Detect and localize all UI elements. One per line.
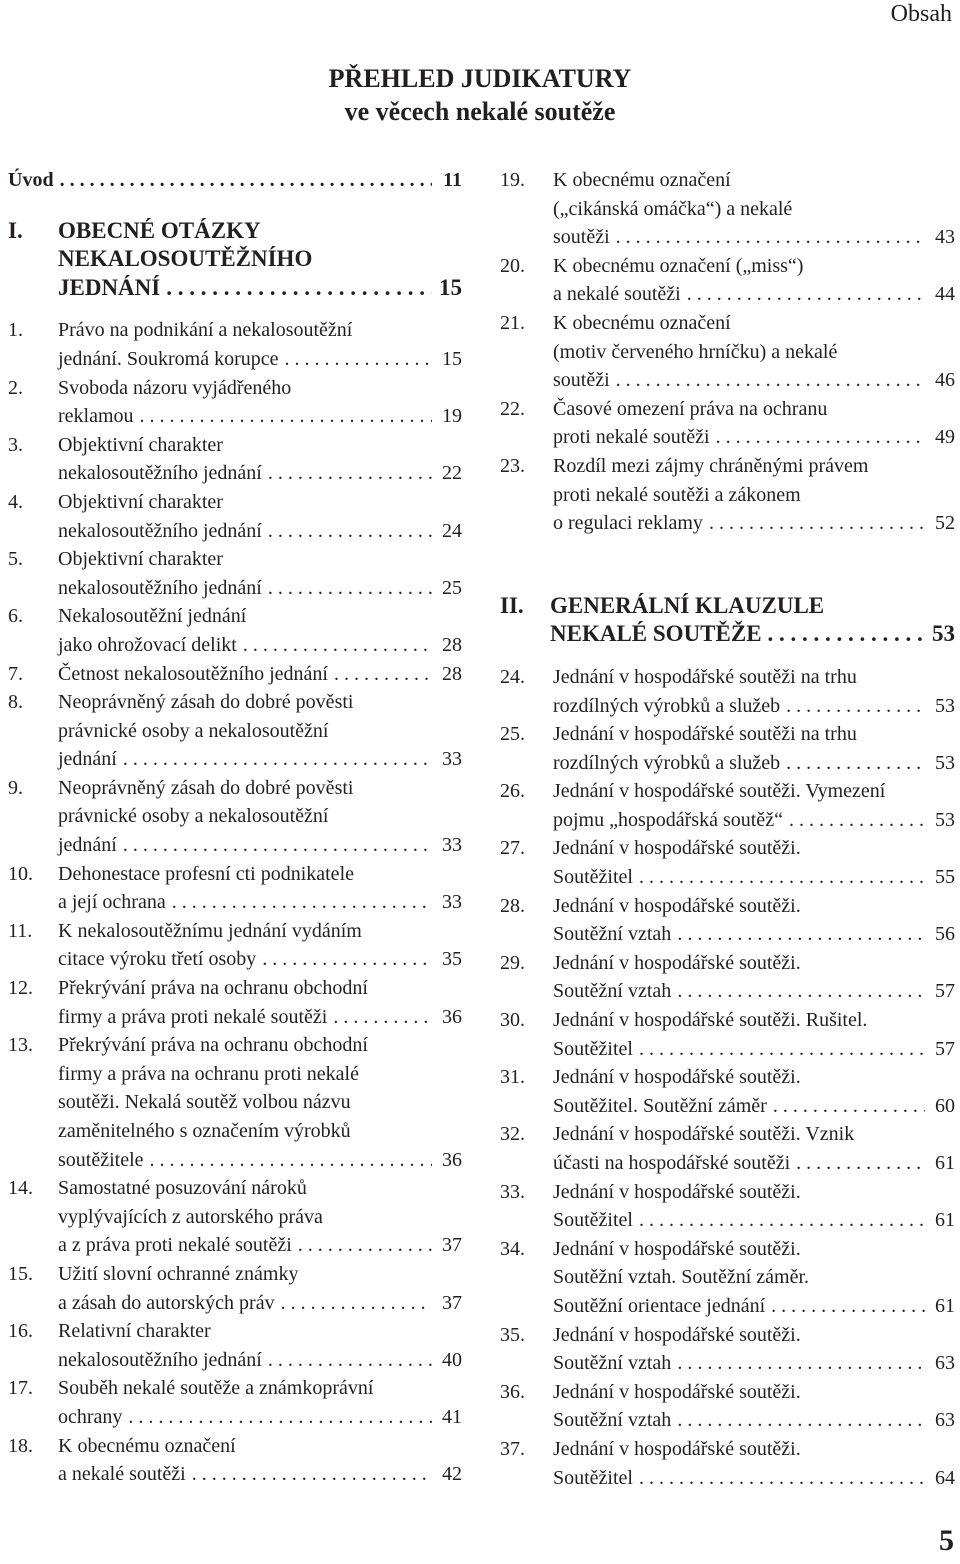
title-line-2: ve věcech nekalé soutěže xyxy=(344,97,616,126)
toc-entry-number: 20. xyxy=(500,254,525,277)
toc-entry-title-line: a její ochrana xyxy=(58,891,166,914)
toc-entry-title-line: Jednání v hospodářské soutěži. xyxy=(553,951,801,974)
toc-entry-title-line: NEKALOSOUTĚŽNÍHO xyxy=(58,246,313,272)
dot-leader xyxy=(639,1464,925,1493)
dot-leader xyxy=(616,223,925,252)
toc-entry-title-line: soutěži xyxy=(553,226,610,249)
toc-entry[interactable] xyxy=(8,316,462,373)
page-number: 5 xyxy=(939,1524,954,1557)
toc-entry-title-line: K obecnému označení xyxy=(553,311,731,334)
toc-page-number: 53 xyxy=(935,751,955,774)
toc-entry[interactable] xyxy=(500,834,955,891)
dot-leader xyxy=(768,620,925,649)
toc-entry-title-line: Objektivní charakter xyxy=(58,433,223,456)
toc-entry[interactable] xyxy=(500,777,955,834)
dot-leader xyxy=(709,509,925,538)
toc-entry[interactable] xyxy=(8,431,462,488)
toc-entry-number: 27. xyxy=(500,837,525,860)
toc-entry[interactable] xyxy=(500,892,955,949)
toc-entry[interactable] xyxy=(500,720,955,777)
toc-entry[interactable] xyxy=(8,917,462,974)
toc-entry-title-line: nekalosoutěžního jednání xyxy=(58,1348,262,1371)
toc-entry-number: II. xyxy=(500,592,524,618)
toc-entry-number: 25. xyxy=(500,723,525,746)
dot-leader xyxy=(298,1231,432,1260)
toc-entry-number: 26. xyxy=(500,780,525,803)
toc-entry-number: 32. xyxy=(500,1123,525,1146)
toc-page-number: 60 xyxy=(935,1094,955,1117)
toc-entry-title-line: Dehonestace profesní cti podnikatele xyxy=(58,862,354,885)
dot-leader xyxy=(677,1406,925,1435)
toc-entry-title-line: Objektivní charakter xyxy=(58,490,223,513)
toc-entry-number: 29. xyxy=(500,951,525,974)
toc-page-number: 53 xyxy=(932,621,955,647)
toc-page-number: 42 xyxy=(442,1463,462,1486)
toc-entry-title-line: Soutěžní vztah xyxy=(553,980,672,1003)
dot-leader xyxy=(140,402,432,431)
toc-page-number: 15 xyxy=(439,274,462,300)
toc-entry-title-line: rozdílných výrobků a služeb xyxy=(553,751,781,774)
toc-entry-number: 22. xyxy=(500,397,525,420)
toc-entry-title-line: K obecnému označení („miss“) xyxy=(553,254,804,277)
toc-entry-title-line: nekalosoutěžního jednání xyxy=(58,462,262,485)
dot-leader xyxy=(166,274,432,303)
toc-intro[interactable] xyxy=(8,166,462,195)
toc-entry-title-line: vyplývajících z autorského práva xyxy=(58,1205,323,1228)
toc-page-number: 25 xyxy=(442,576,462,599)
toc-page-number: 56 xyxy=(935,923,955,946)
toc-entry-number: I. xyxy=(8,217,23,243)
toc-entry-title-line: jako ohrožovací delikt xyxy=(58,633,237,656)
toc-page-number: 33 xyxy=(442,748,462,771)
toc-entry-number: 30. xyxy=(500,1009,525,1032)
toc-entry-title-line: Soutěžitel. Soutěžní záměr xyxy=(553,1094,767,1117)
toc-entry-number: 9. xyxy=(8,776,23,799)
toc-entry-title-line: Užití slovní ochranné známky xyxy=(58,1262,299,1285)
toc-entry-title-line: o regulaci reklamy xyxy=(553,512,703,535)
dot-leader xyxy=(677,1349,925,1378)
toc-entry-title-line: Překrývání práva na ochranu obchodní xyxy=(58,977,368,1000)
toc-entry-number: 3. xyxy=(8,433,23,456)
toc-chapter[interactable] xyxy=(500,592,955,649)
dot-leader xyxy=(334,660,432,689)
toc-chapter[interactable] xyxy=(8,217,462,303)
dot-leader xyxy=(243,631,432,660)
toc-entry-title-line: Soutěžitel xyxy=(553,866,633,889)
toc-entry[interactable] xyxy=(8,488,462,545)
toc-entry[interactable] xyxy=(500,1063,955,1120)
dot-leader xyxy=(687,280,925,309)
toc-entry-number: 10. xyxy=(8,862,33,885)
toc-entry[interactable] xyxy=(8,1031,462,1174)
toc-entry-title-line: citace výroku třetí osoby xyxy=(58,948,257,971)
dot-leader xyxy=(677,920,925,949)
toc-entry[interactable] xyxy=(500,1378,955,1435)
toc-entry-title-line: jednání. Soukromá korupce xyxy=(58,347,279,370)
toc-page-number: 61 xyxy=(935,1152,955,1174)
toc-entry-number: 8. xyxy=(8,691,23,714)
toc-entry[interactable] xyxy=(500,949,955,1006)
dot-leader xyxy=(796,1149,925,1178)
dot-leader xyxy=(789,806,925,835)
toc-left-column xyxy=(8,166,462,1489)
toc-entry-title-line: Soutěžní vztah. Soutěžní záměr. xyxy=(553,1266,810,1289)
toc-page-number: 52 xyxy=(935,512,955,535)
toc-entry-title-line: ochrany xyxy=(58,1405,123,1428)
toc-entry-title-line: a zásah do autorských práv xyxy=(58,1291,275,1314)
toc-entry[interactable] xyxy=(8,1174,462,1260)
toc-page-number: 53 xyxy=(935,808,955,831)
dot-leader xyxy=(677,977,925,1006)
toc-entry-title-line: Souběh nekalé soutěže a známkoprávní xyxy=(58,1377,374,1400)
toc-entry-title-line: NEKALÉ SOUTĚŽE xyxy=(550,621,762,647)
toc-entry[interactable] xyxy=(8,660,462,689)
dot-leader xyxy=(268,1346,432,1375)
toc-entry[interactable] xyxy=(8,1432,462,1489)
toc-page-number: 43 xyxy=(935,226,955,249)
toc-page-number: 24 xyxy=(442,519,462,542)
toc-entry-title-line: pojmu „hospodářská soutěž“ xyxy=(553,808,783,831)
toc-entry-title-line: Svoboda názoru vyjádřeného xyxy=(58,376,292,399)
toc-entry-number: 33. xyxy=(500,1180,525,1203)
toc-entry-title-line: Jednání v hospodářské soutěži. xyxy=(553,1437,801,1460)
toc-entry-title-line: Úvod xyxy=(8,169,54,191)
toc-entry-number: 37. xyxy=(500,1437,525,1460)
toc-entry[interactable] xyxy=(500,1120,955,1177)
toc-page-number: 35 xyxy=(442,948,462,971)
toc-entry-title-line: proti nekalé soutěži xyxy=(553,426,710,449)
toc-entry-title-line: JEDNÁNÍ xyxy=(58,274,161,300)
toc-entry[interactable] xyxy=(8,374,462,431)
toc-page-number: 61 xyxy=(935,1294,955,1317)
toc-page-number: 36 xyxy=(442,1005,462,1028)
toc-entry-title-line: Jednání v hospodářské soutěži. Vymezení xyxy=(553,780,886,803)
toc-entry[interactable] xyxy=(8,774,462,860)
toc-entry-number: 13. xyxy=(8,1034,33,1057)
toc-entry-title-line: proti nekalé soutěži a zákonem xyxy=(553,483,801,506)
toc-page-number: 33 xyxy=(442,834,462,857)
toc-entry[interactable] xyxy=(500,452,955,538)
toc-page-number: 19 xyxy=(442,405,462,428)
toc-entry-number: 5. xyxy=(8,548,23,571)
toc-entry-title-line: jednání xyxy=(58,834,117,857)
toc-entry-title-line: K obecnému označení xyxy=(58,1434,236,1457)
toc-entry-title-line: Rozdíl mezi zájmy chráněnými právem xyxy=(553,454,869,477)
toc-entry-title-line: firmy a práva proti nekalé soutěži xyxy=(58,1005,328,1028)
toc-entry[interactable] xyxy=(8,545,462,602)
toc-entry-title-line: Jednání v hospodářské soutěži. xyxy=(553,1380,801,1403)
dot-leader xyxy=(128,1403,432,1432)
toc-entry-title-line: soutěžitele xyxy=(58,1148,144,1171)
dot-leader xyxy=(786,692,925,721)
toc-entry-title-line: Jednání v hospodářské soutěži. xyxy=(553,1066,801,1089)
toc-page-number: 40 xyxy=(442,1348,462,1371)
toc-entry[interactable] xyxy=(500,1006,955,1063)
toc-entry-title-line: Objektivní charakter xyxy=(58,548,223,571)
toc-right-column xyxy=(500,166,955,1492)
toc-entry-title-line: jednání xyxy=(58,748,117,771)
toc-page-number: 15 xyxy=(442,347,462,370)
toc-page-number: 55 xyxy=(935,866,955,889)
dot-leader xyxy=(268,574,432,603)
toc-entry-number: 34. xyxy=(500,1237,525,1260)
toc-entry[interactable] xyxy=(8,1260,462,1317)
toc-entry-number: 14. xyxy=(8,1177,33,1200)
toc-entry-number: 1. xyxy=(8,319,23,342)
toc-entry-title-line: Jednání v hospodářské soutěži. xyxy=(553,894,801,917)
toc-page-number: 57 xyxy=(935,1037,955,1060)
dot-leader xyxy=(786,749,925,778)
toc-entry-title-line: Jednání v hospodářské soutěži. Vznik xyxy=(553,1123,855,1146)
toc-entry[interactable] xyxy=(8,688,462,774)
toc-page-number: 64 xyxy=(935,1466,955,1489)
toc-entry-title-line: a z práva proti nekalé soutěži xyxy=(58,1234,292,1257)
toc-entry-number: 19. xyxy=(500,169,525,191)
contents-link[interactable]: Obsah xyxy=(890,1,952,27)
toc-entry[interactable] xyxy=(500,1321,955,1378)
toc-entry-title-line: Jednání v hospodářské soutěži. xyxy=(553,1323,801,1346)
toc-page-number: 57 xyxy=(935,980,955,1003)
toc-entry-number: 28. xyxy=(500,894,525,917)
toc-entry[interactable] xyxy=(8,860,462,917)
dot-leader xyxy=(268,459,432,488)
toc-entry-number: 4. xyxy=(8,490,23,513)
toc-page-number: 53 xyxy=(935,694,955,717)
toc-entry-title-line: firmy a práva na ochranu proti nekalé xyxy=(58,1062,359,1085)
toc-page-number: 44 xyxy=(935,283,955,306)
toc-entry-title-line: Četnost nekalosoutěžního jednání xyxy=(58,662,328,685)
toc-entry[interactable] xyxy=(500,309,955,395)
toc-entry-number: 12. xyxy=(8,977,33,1000)
toc-entry-title-line: („cikánská omáčka“) a nekalé xyxy=(553,197,793,220)
toc-entry-number: 35. xyxy=(500,1323,525,1346)
toc-entry-title-line: a nekalé soutěži xyxy=(553,283,681,306)
dot-leader xyxy=(285,345,433,374)
dot-leader xyxy=(268,517,432,546)
toc-entry-title-line: Samostatné posuzování nároků xyxy=(58,1177,307,1200)
toc-entry-title-line: (motiv červeného hrníčku) a nekalé xyxy=(553,340,838,363)
toc-entry-number: 16. xyxy=(8,1320,33,1343)
toc-entry-title-line: Soutěžní orientace jednání xyxy=(553,1294,766,1317)
toc-entry-title-line: Právo na podnikání a nekalosoutěžní xyxy=(58,319,353,342)
toc-entry-number: 11. xyxy=(8,919,33,942)
dot-leader xyxy=(771,1292,925,1321)
toc-entry[interactable] xyxy=(8,602,462,659)
toc-entry-title-line: právnické osoby a nekalosoutěžní xyxy=(58,719,329,742)
toc-entry-title-line: Relativní charakter xyxy=(58,1320,211,1343)
dot-leader xyxy=(192,1460,432,1489)
toc-entry-number: 6. xyxy=(8,605,23,628)
toc-entry-title-line: Jednání v hospodářské soutěži. xyxy=(553,1180,801,1203)
toc-entry-title-line: Jednání v hospodářské soutěži na trhu xyxy=(553,723,857,746)
toc-entry-title-line: a nekalé soutěži xyxy=(58,1463,186,1486)
toc-entry[interactable] xyxy=(8,974,462,1031)
toc-page-number: 37 xyxy=(442,1234,462,1257)
toc-entry-title-line: Soutěžitel xyxy=(553,1209,633,1232)
toc-entry-number: 18. xyxy=(8,1434,33,1457)
toc-entry-title-line: Soutěžitel xyxy=(553,1037,633,1060)
dot-leader xyxy=(172,888,432,917)
dot-leader xyxy=(262,945,432,974)
toc-page-number: 46 xyxy=(935,369,955,392)
dot-leader xyxy=(639,1206,925,1235)
dot-leader xyxy=(123,745,432,774)
toc-entry-number: 31. xyxy=(500,1066,525,1089)
toc-entry-title-line: účasti na hospodářské soutěži xyxy=(553,1152,791,1174)
toc-entry-number: 23. xyxy=(500,454,525,477)
toc-entry-title-line: reklamou xyxy=(58,405,134,428)
toc-entry[interactable] xyxy=(500,663,955,720)
toc-entry-title-line: Soutěžitel xyxy=(553,1466,633,1489)
dot-leader xyxy=(773,1092,925,1121)
toc-page-number: 22 xyxy=(442,462,462,485)
toc-entry-title-line: K nekalosoutěžnímu jednání vydáním xyxy=(58,919,362,942)
dot-leader xyxy=(281,1289,432,1318)
toc-entry-title-line: OBECNÉ OTÁZKY xyxy=(58,217,261,243)
dot-leader xyxy=(123,831,432,860)
toc-entry-title-line: Jednání v hospodářské soutěži na trhu xyxy=(553,665,857,688)
toc-entry-number: 7. xyxy=(8,662,23,685)
toc-page-number: 41 xyxy=(442,1405,462,1428)
toc-entry-title-line: Jednání v hospodářské soutěži. xyxy=(553,837,801,860)
toc-entry-number: 36. xyxy=(500,1380,525,1403)
toc-page-number: 36 xyxy=(442,1148,462,1171)
toc-entry-title-line: nekalosoutěžního jednání xyxy=(58,519,262,542)
toc-entry-title-line: soutěži. Nekalá soutěž volbou názvu xyxy=(58,1091,351,1114)
dot-leader xyxy=(333,1003,432,1032)
toc-entry[interactable] xyxy=(500,395,955,452)
toc-page-number: 63 xyxy=(935,1409,955,1432)
toc-entry-title-line: Soutěžní vztah xyxy=(553,1352,672,1375)
toc-entry[interactable] xyxy=(500,252,955,309)
toc-entry-title-line: K obecnému označení xyxy=(553,169,731,191)
toc-entry[interactable] xyxy=(500,1178,955,1235)
toc-page-number: 28 xyxy=(442,633,462,656)
toc-entry-number: 2. xyxy=(8,376,23,399)
toc-entry-title-line: Neoprávněný zásah do dobré pověsti xyxy=(58,776,354,799)
toc-page-number: 63 xyxy=(935,1352,955,1375)
toc-entry[interactable] xyxy=(500,1235,955,1321)
toc-entry[interactable] xyxy=(8,1317,462,1374)
toc-entry-title-line: soutěži xyxy=(553,369,610,392)
toc-entry[interactable] xyxy=(500,166,955,252)
toc-page-number: 37 xyxy=(442,1291,462,1314)
document-title xyxy=(0,62,960,128)
toc-entry-title-line: Soutěžní vztah xyxy=(553,923,672,946)
dot-leader xyxy=(150,1146,432,1175)
toc-entry-title-line: nekalosoutěžního jednání xyxy=(58,576,262,599)
toc-entry-number: 17. xyxy=(8,1377,33,1400)
toc-entry-title-line: Časové omezení práva na ochranu xyxy=(553,397,828,420)
toc-entry-title-line: Neoprávněný zásah do dobré pověsti xyxy=(58,691,354,714)
toc-entry[interactable] xyxy=(500,1435,955,1492)
dot-leader xyxy=(616,366,925,395)
toc-page-number: 11 xyxy=(443,169,462,191)
toc-page-number: 33 xyxy=(442,891,462,914)
toc-entry-number: 24. xyxy=(500,665,525,688)
toc-entry-title-line: rozdílných výrobků a služeb xyxy=(553,694,781,717)
toc-entry-title-line: Překrývání práva na ochranu obchodní xyxy=(58,1034,368,1057)
toc-entry[interactable] xyxy=(8,1374,462,1431)
toc-page-number: 61 xyxy=(935,1209,955,1232)
toc-entry-title-line: Jednání v hospodářské soutěži. xyxy=(553,1237,801,1260)
toc-page-number: 49 xyxy=(935,426,955,449)
toc-page-number: 28 xyxy=(442,662,462,685)
toc-entry-title-line: Nekalosoutěžní jednání xyxy=(58,605,247,628)
toc-entry-title-line: Soutěžní vztah xyxy=(553,1409,672,1432)
dot-leader xyxy=(60,166,432,195)
dot-leader xyxy=(639,863,925,892)
toc-entry-number: 21. xyxy=(500,311,525,334)
dot-leader xyxy=(639,1035,925,1064)
title-line-1: PŘEHLED JUDIKATURY xyxy=(328,64,632,93)
toc-entry-title-line: zaměnitelného s označením výrobků xyxy=(58,1120,351,1142)
toc-entry-title-line: Jednání v hospodářské soutěži. Rušitel. xyxy=(553,1009,868,1032)
toc-entry-title-line: právnické osoby a nekalosoutěžní xyxy=(58,805,329,828)
dot-leader xyxy=(716,423,925,452)
toc-entry-title-line: GENERÁLNÍ KLAUZULE xyxy=(550,592,825,618)
toc-entry-number: 15. xyxy=(8,1262,33,1285)
